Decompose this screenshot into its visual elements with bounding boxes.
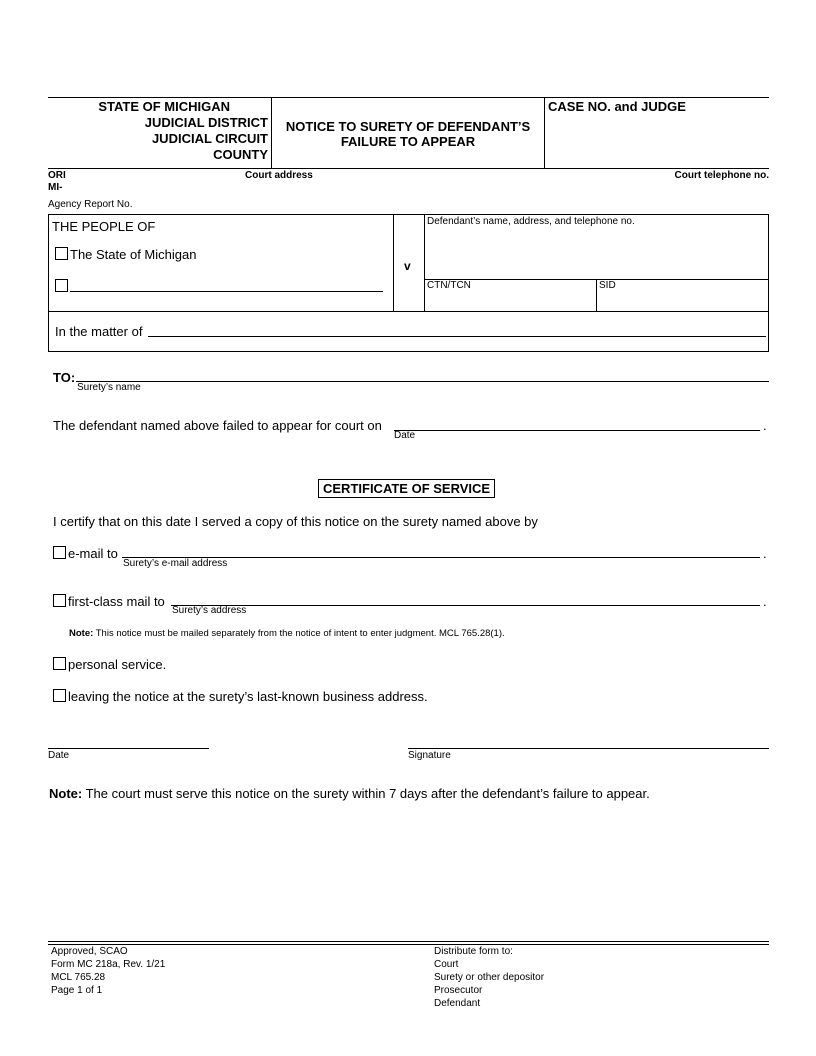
ori-label: ORI [48,170,66,181]
form-title-line2: FAILURE TO APPEAR [340,134,476,149]
failed-period: . [763,418,767,433]
email-input[interactable] [122,543,760,558]
personal-service-checkbox[interactable] [53,657,66,670]
district-label: JUDICIAL DISTRICT [144,115,268,130]
footer-page: Page 1 of 1 [51,985,103,996]
signature-input[interactable] [408,734,769,749]
parties-divider [48,311,769,312]
sid-label: SID [599,280,616,291]
sid-divider [596,279,597,311]
form-title-line1: NOTICE TO SURETY OF DEFENDANT’S [285,119,531,134]
surety-name-caption: Surety’s name [77,382,141,393]
header-divider-right [544,97,545,168]
footer-mcl: MCL 765.28 [51,972,106,983]
footer-recipient: Prosecutor [434,985,483,996]
personal-service-label: personal service. [68,657,167,672]
footer-recipient: Surety or other depositor [434,972,545,983]
email-caption: Surety’s e-mail address [123,558,228,569]
appear-date-caption: Date [394,430,416,441]
surety-name-input[interactable] [76,367,769,382]
state-of-michigan-checkbox[interactable] [55,247,68,260]
header-bottom-rule [48,168,769,169]
circuit-label: JUDICIAL CIRCUIT [151,131,268,146]
email-label: e-mail to [68,546,118,561]
in-matter-of-input[interactable] [148,322,766,337]
in-matter-of-label: In the matter of [55,324,143,339]
agency-report-label: Agency Report No. [48,199,133,210]
mail-note-text: This notice must be mailed separately from the notice of intent to enter judgment. MCL 765.28(1). [95,628,505,639]
failed-to-appear-text: The defendant named above failed to appear for court on [53,418,382,433]
bottom-note [49,786,650,801]
versus-divider-left [393,214,394,311]
footer-recipient: Defendant [434,998,481,1009]
case-no-label: CASE NO. and JUDGE [548,99,686,114]
footer-rule-1 [48,941,769,942]
footer-recipient: Court [434,959,459,970]
other-plaintiff-input[interactable] [70,277,383,292]
defendant-info-label: Defendant’s name, address, and telephone no. [427,216,635,227]
certificate-heading: CERTIFICATE OF SERVICE [318,479,495,498]
mi-label: MI- [48,182,63,193]
mail-period: . [763,594,767,609]
bottom-note-text: The court must serve this notice on the surety within 7 days after the defendant’s failure to appear. [85,786,650,801]
leaving-notice-label: leaving the notice at the surety’s last-known business address. [68,689,428,704]
leaving-notice-checkbox[interactable] [53,689,66,702]
first-class-mail-label: first-class mail to [68,594,165,609]
court-address-label: Court address [245,170,313,181]
court-phone-label: Court telephone no. [674,170,769,181]
header-top-rule [48,97,769,98]
mail-note-bold: Note: [69,628,94,639]
email-period: . [763,546,767,561]
versus-label: v [404,259,411,273]
footer-form-number: Form MC 218a, Rev. 1/21 [51,959,166,970]
certify-text: I certify that on this date I served a copy of this notice on the surety named above by [53,514,538,529]
email-checkbox[interactable] [53,546,66,559]
footer-approved: Approved, SCAO [51,946,128,957]
state-of-michigan-label: The State of Michigan [70,247,197,262]
bottom-note-bold: Note: [49,786,83,801]
appear-date-input[interactable] [394,416,760,431]
first-class-mail-checkbox[interactable] [53,594,66,607]
county-label: COUNTY [213,147,268,162]
other-plaintiff-checkbox[interactable] [55,279,68,292]
mail-note [69,628,505,639]
ctn-label: CTN/TCN [427,280,471,291]
service-date-input[interactable] [48,734,209,749]
mail-address-input[interactable] [171,591,760,606]
to-label: TO: [53,370,76,385]
signature-caption: Signature [408,750,451,761]
footer-rule-2 [48,944,769,945]
mail-caption: Surety’s address [172,605,247,616]
state-label: STATE OF MICHIGAN [98,99,230,114]
people-of-label: THE PEOPLE OF [52,219,156,234]
service-date-caption: Date [48,750,70,761]
footer-distribute: Distribute form to: [434,946,513,957]
versus-divider-right [424,214,425,311]
